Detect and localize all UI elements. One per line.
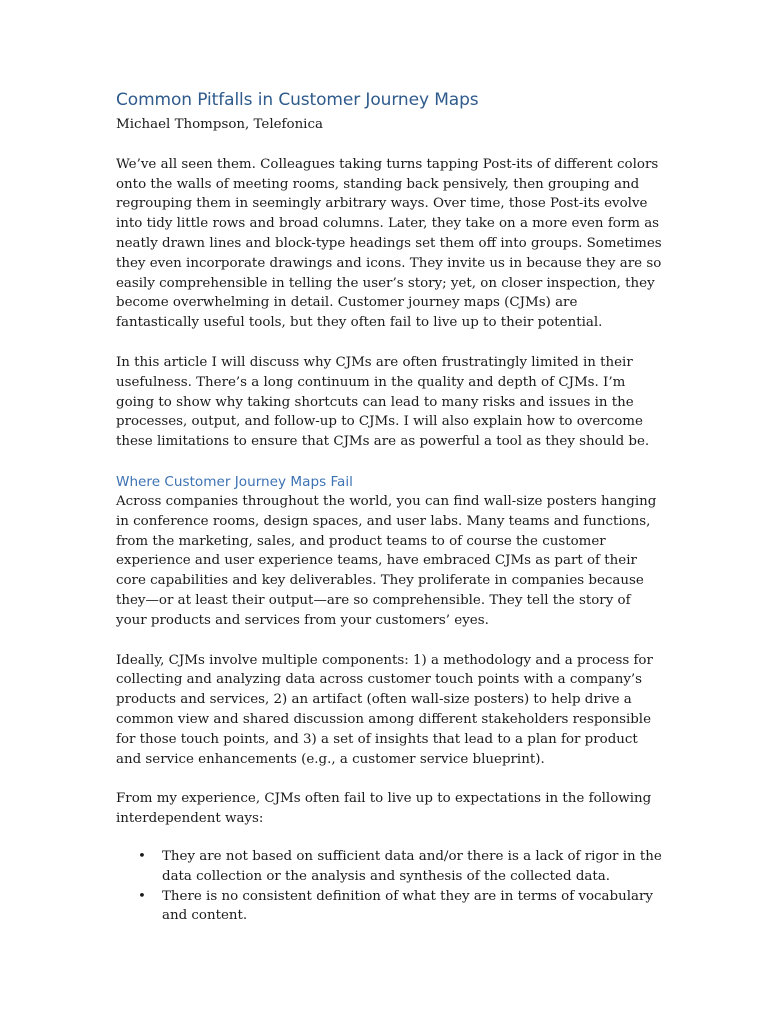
bullet-icon: • [138,888,146,904]
list-item-text: There is no consistent definition of what they are in terms of vocabulary and content. [162,888,653,924]
section-paragraph-3: From my experience, CJMs often fail to live up to expectations in the following interdependent ways: [116,791,652,827]
intro-paragraph-2: In this article I will discuss why CJMs are often frustratingly limited in their usefulness. There’s a long continuum in the quality and depth of CJMs. I’m going to show why taking shortcuts can lead to many risks and issues in the processes, output, and follow-up to CJMs. I will also explain how to overcome these limitations to ensure that CJMs are as powerful a tool as they should be. [116,354,650,450]
document-body [116,88,664,926]
section-paragraph-1: Across companies throughout the world, you can find wall-size posters hanging in conference rooms, design spaces, and user labs. Many teams and functions, from the marketing, sales, and product teams to of course the customer experience and user experience teams, have embraced CJMs as part of their core capabilities and key deliverables. They proliferate in companies because they—or at least their output—are so comprehensible. They tell the story of your products and services from your customers’ eyes. [116,493,657,628]
intro-paragraph-1: We’ve all seen them. Colleagues taking turns tapping Post-its of different colors onto the walls of meeting rooms, standing back pensively, then grouping and regrouping them in seemingly arbitrary ways. Over time, those Post-its evolve into tidy little rows and broad columns. Later, they take on a more even form as neatly drawn lines and block-type headings set them off into groups. Sometimes they even incorporate drawings and icons. They invite us in because they are so easily comprehensible in telling the user’s story; yet, on closer inspection, they become overwhelming in detail. Customer journey maps (CJMs) are fantastically useful tools, but they often fail to live up to their potential. [116,156,662,331]
list-item-text: They are not based on sufficient data and/or there is a lack of rigor in the data collection or the analysis and synthesis of the collected data. [162,848,662,884]
section-heading: Where Customer Journey Maps Fail [116,473,353,490]
list-item [116,847,664,887]
author-byline: Michael Thompson, Telefonica [116,117,323,132]
bullet-list [116,847,664,926]
document-title: Common Pitfalls in Customer Journey Maps [116,90,479,110]
section-paragraph-2: Ideally, CJMs involve multiple components: 1) a methodology and a process for collecting and analyzing data across customer touch points with a company’s products and services, 2) an artifact (often wall-size posters) to help drive a common view and shared discussion among different stakeholders responsible for those touch points, and 3) a set of insights that lead to a plan for product and service enhancements (e.g., a customer service blueprint). [116,652,653,767]
list-item [116,887,664,927]
bullet-icon: • [138,848,146,864]
